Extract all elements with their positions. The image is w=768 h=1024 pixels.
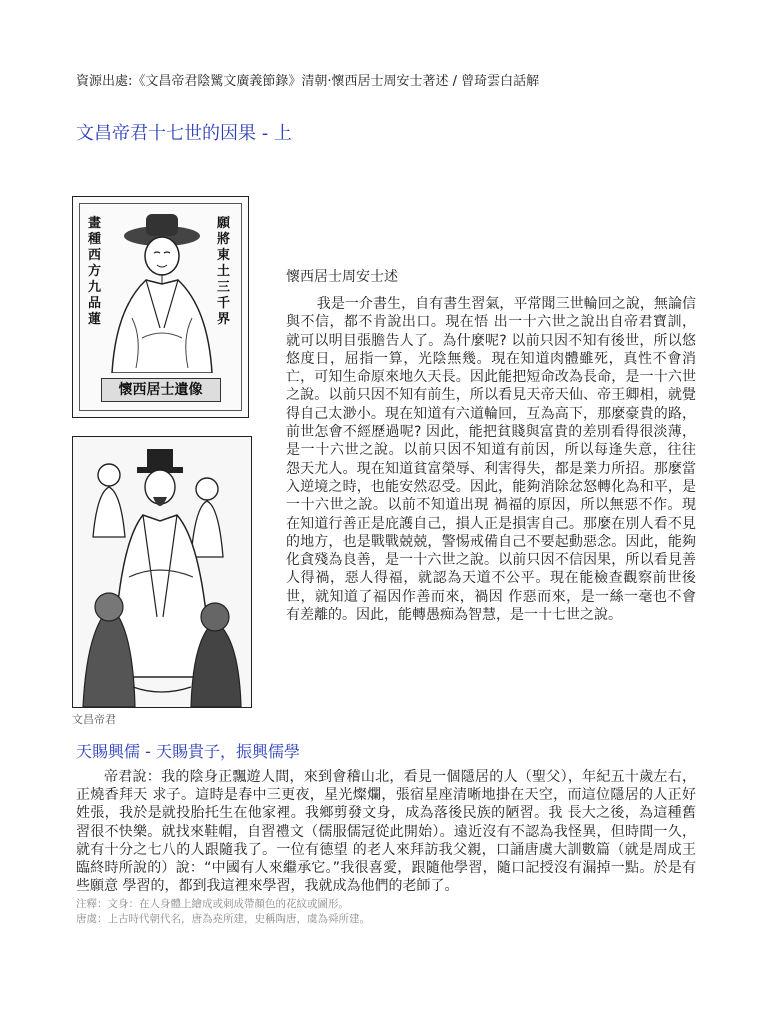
portrait-poem-left: 畫種西方九品蓮 <box>88 216 102 327</box>
deity-illustration <box>73 437 251 707</box>
scholar-figure-illustration <box>102 208 222 373</box>
section1-body-paragraph: 我是一介書生，自有書生習氣，平常聞三世輪回之說，無論信與不信，都不肯說出口。現在悟 出一十六世之說出自帝君寶訓，就可以明目張膽告人了。為什麼呢? 以前只因不知有後世，所以悠悠度日，屈指一算，光陰無幾。現在知道肉體雖死，真性不會消 亡，可知生命原來地久天長。因此能把短命改為長命，是一十六世之說。以前只因不知有前生，所以看見天帝天仙、帝王卿相，就覺得自己太渺小。現在知道有六道輪回，互為高下，那麼豪貴的路，前世怎會不經歷過呢? 因此，能把貧賤與富貴的差別看得很淡薄，是一十六世之說。以前只因不知道有前因，所以每逢失意，往往 怨天尤人。現在知道貧富榮辱、利害得失，都是業力所招。那麼當入逆境之時，也能安然忍受。因此，能夠消除忿怒轉化為和平，是一十六世之說。以前不知道出現 禍福的原因，所以無惡不作。現在知道行善正是庇護自己，損人正是損害自己。那麼在別人看不見的地方，也是戰戰兢兢，警惕戒備自己不要起動惡念。因此，能夠 化貪殘為良善，是一十六世之說。以前只因不信因果，所以看見善人得禍，惡人得福，就認為天道不公平。現在能檢查觀察前世後世，就知道了福因作善而來，禍因 作惡而來，是一絲一毫也不會有差離的。因此，能轉愚痴為智慧，是一十七世之說。 <box>286 296 696 624</box>
deity-image-caption: 文昌帝君 <box>72 713 116 726</box>
portrait-poem-right: 願將東土三千界 <box>217 216 231 327</box>
section-title-confucianism: 天賜興儒 - 天賜貴子，振興儒學 <box>76 742 300 761</box>
portrait-frame <box>79 203 242 411</box>
author-portrait-image <box>72 196 249 418</box>
portrait-plaque: 懷西居士遺像 <box>101 378 221 402</box>
section-title-karma: 文昌帝君十七世的因果 - 上 <box>76 123 292 144</box>
section2-body-paragraph: 帝君說：我的陰身正飄遊人間，來到會稽山北，看見一個隱居的人（聖父），年紀五十歲左右，正燒香拜天 求子。這時是春中三更夜，星光燦爛，張宿星座清晰地掛在天空，而這位隱居的人正好姓張，我於是就投胎托生在他家裡。我鄉剪發文身，成為落後民族的陋習。我 長大之後，為這種舊習很不快樂。就找來鞋帽，自習禮文（儒服儒冠從此開始）。遠近沒有不認為我怪異，但時間一久，就有十分之七八的人跟隨我了。一位有德望 的老人來拜訪我父親，口誦唐虞大訓數篇（就是周成王臨終時所說的）說：“中國有人來繼承它。”我很喜愛，跟隨他學習，隨口記授沒有漏掉一點。於是有些願意 學習的，都到我這裡來學習，我就成為他們的老師了。 <box>76 769 696 895</box>
wenchang-deity-image <box>72 436 252 708</box>
footnote-wenshen: 注釋：文身：在人身體上繪成或刺成帶顏色的花紋或圖形。 <box>76 898 349 910</box>
footnote-tangyu: 唐虞：上古時代朝代名，唐為堯所建，史稱陶唐，虞為舜所建。 <box>76 913 370 925</box>
author-attribution: 懷西居士周安士述 <box>286 269 398 285</box>
source-citation: 資源出處:《文昌帝君陰騭文廣義節錄》清朝·懷西居士周安士著述 / 曾琦雲白話解 <box>76 74 540 89</box>
